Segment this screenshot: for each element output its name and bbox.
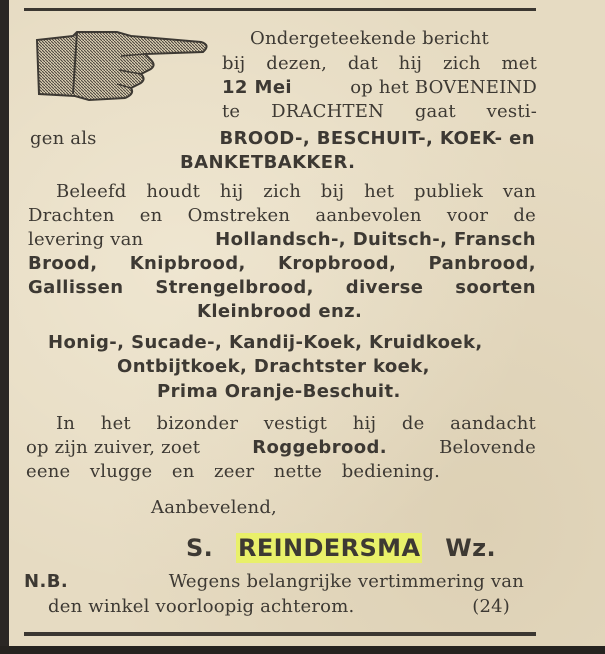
text-line xyxy=(26,437,536,459)
cake-list-line: Prima Oranje-Beschuit. xyxy=(157,381,401,402)
text-line xyxy=(56,413,536,435)
text: gen als xyxy=(30,128,97,149)
note-line xyxy=(24,571,524,593)
signature-suffix: Wz. xyxy=(445,534,496,562)
bread-types-text: Hollandsch-, Duitsch-, Fransch xyxy=(215,229,536,250)
signature-name-highlighted: REINDERSMA xyxy=(238,534,421,562)
nb-text: den winkel voorloopig achterom. xyxy=(48,596,355,617)
text-line xyxy=(26,461,440,483)
text-line xyxy=(30,128,535,150)
rye-bread-text: Roggebrood. xyxy=(252,437,388,458)
text-line xyxy=(56,181,536,203)
left-border xyxy=(0,0,9,654)
text: bij dezen, dat hij zich met xyxy=(222,53,537,74)
text: Ondergeteekende bericht xyxy=(250,28,489,49)
trade-heading: BANKETBAKKER. xyxy=(180,152,356,173)
signature xyxy=(186,533,496,563)
cake-list-line: Ontbijtkoek, Drachtster koek, xyxy=(117,356,430,377)
text-line xyxy=(250,28,535,50)
text: Belovende xyxy=(439,437,536,458)
bread-list-line xyxy=(28,277,536,299)
bread-list-line: Kleinbrood enz. xyxy=(197,301,363,322)
text: Beleefd houdt hij zich bij het publiek van xyxy=(56,181,536,202)
closing-text: Aanbevelend, xyxy=(151,497,277,518)
text: Brood, Knipbrood, Kropbrood, Panbrood, xyxy=(28,253,536,274)
trade-text: BROOD-, BESCHUIT-, KOEK- en xyxy=(219,128,535,149)
text: eene vlugge en zeer nette bediening. xyxy=(26,461,440,482)
text: Gallissen Strengelbrood, diverse soorten xyxy=(28,277,536,298)
text-line xyxy=(28,205,536,227)
top-rule xyxy=(24,8,536,11)
cake-list-line: Honig-, Sucade-, Kandij-Koek, Kruidkoek, xyxy=(48,332,483,353)
nb-text: Wegens belangrijke vertimmering van xyxy=(168,571,524,592)
signature-initial: S. xyxy=(186,534,214,562)
text: te DRACHTEN gaat vesti- xyxy=(222,101,537,122)
text-line xyxy=(222,101,537,123)
bread-list-line xyxy=(28,253,536,275)
nb-label: N.B. xyxy=(24,571,69,592)
text: levering van xyxy=(28,229,144,250)
ad-reference-number: (24) xyxy=(472,596,510,617)
text: op zijn zuiver, zoet xyxy=(26,437,201,458)
bottom-rule xyxy=(24,632,536,636)
text: op het BOVENEIND xyxy=(350,77,537,98)
text-line xyxy=(222,77,537,99)
note-line xyxy=(48,596,510,618)
date-text: 12 Mei xyxy=(222,77,293,98)
text-line xyxy=(222,53,537,75)
text: Drachten en Omstreken aanbevolen voor de xyxy=(28,205,536,226)
text-line xyxy=(28,229,536,251)
pointing-hand-icon xyxy=(33,26,213,106)
bottom-border xyxy=(0,646,605,654)
text: In het bizonder vestigt hij de aandacht xyxy=(56,413,536,434)
